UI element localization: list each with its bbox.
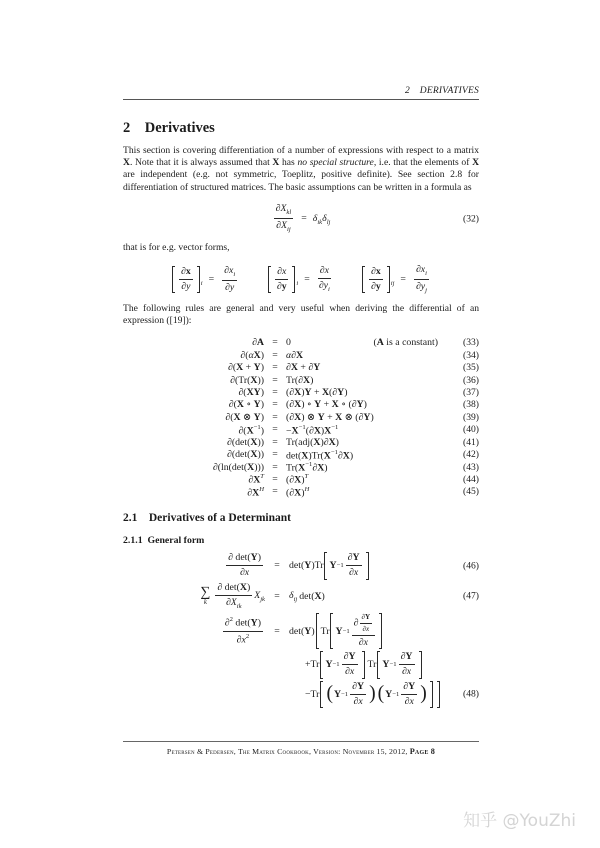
rule-lhs: ∂(X ∘ Y) xyxy=(228,399,264,411)
rule-row xyxy=(123,411,479,423)
subsubsection-heading: 2.1.1 General form xyxy=(123,535,205,547)
equation-48-line1 xyxy=(123,613,479,649)
rule-row xyxy=(123,473,479,485)
rule-row xyxy=(123,424,479,436)
equals-sign: = xyxy=(272,486,278,498)
equation-number: (33) xyxy=(463,337,479,349)
equation-lhs: ∂ det(Y) ∂x xyxy=(228,552,261,579)
rule-lhs: ∂A xyxy=(252,337,264,349)
determinant-equations xyxy=(123,552,479,708)
equation-number: (36) xyxy=(463,374,479,386)
vector-forms-row xyxy=(123,264,479,296)
rule-row xyxy=(123,399,479,411)
equation-number: (43) xyxy=(463,461,479,473)
equation-number: (46) xyxy=(463,560,479,572)
rule-rhs: 0 xyxy=(286,337,291,349)
rule-lhs: $\partial(X^{-1})$ xyxy=(238,423,264,436)
running-header-text: 2 DERIVATIVES xyxy=(404,86,479,96)
rule-rhs: (∂X)Y + X(∂Y) xyxy=(286,386,348,398)
equation-number: (34) xyxy=(463,349,479,361)
rule-lhs: ∂(det(X)) xyxy=(227,436,264,448)
equals-sign: = xyxy=(274,625,280,637)
equation-number: (39) xyxy=(463,411,479,423)
zhihu-watermark: 知乎 @YouZhi xyxy=(463,811,576,831)
vector-form-equation: ∂x ∂y $_i$ = $\frac{\partial x}{\partial y_i}$ xyxy=(267,265,333,295)
equals-sign: = xyxy=(272,436,278,448)
equation-rhs: $\delta_{ij}$ det( X ) xyxy=(289,589,325,603)
page-content xyxy=(123,0,479,710)
equation-rhs: det( Y )Tr Y −1 ∂Y ∂x xyxy=(289,552,479,579)
rule-rhs: $Tr(X^{-1}\partial X)$ xyxy=(286,460,328,474)
footer-page-number: Page 8 xyxy=(409,747,436,756)
equation-number: (41) xyxy=(463,436,479,448)
equation-rhs: +Tr Y −1 ∂Y ∂x Tr Y −1 ∂Y ∂x xyxy=(123,651,479,678)
equation-48-line3 xyxy=(123,681,479,708)
intro-paragraph: This section is covering differentiation of a number of expressions with respect to a matrix X. Note that it is always assumed that X has no special structure, i.e. that the elements of X are independent (e.g. not symmetric, Toeplitz, positive definite). See section 2.8 for differentiation of structured matrices. The basic assumptions can be written in a formula as xyxy=(123,145,480,193)
rule-row xyxy=(123,374,479,386)
rule-rhs: ∂X + ∂Y xyxy=(286,362,321,374)
equation-rhs: det( Y ) Tr Y −1 ∂ $\frac{\partial Y}{\partial x}$ ∂x xyxy=(289,613,479,649)
rule-row xyxy=(123,361,479,373)
equals-sign: = xyxy=(272,461,278,473)
equation-number: (37) xyxy=(463,386,479,398)
equation-46 xyxy=(123,552,479,579)
subsection-heading: 2.1 Derivatives of a Determinant xyxy=(123,512,291,525)
rule-lhs: ∂(αX) xyxy=(240,349,264,361)
rule-rhs: α∂X xyxy=(286,349,304,361)
rule-rhs: Tr(∂X) xyxy=(286,374,314,386)
equation-number: (42) xyxy=(463,449,479,461)
footer-citation: Petersen & Pedersen, The Matrix Cookbook, Version: November 15, 2012, xyxy=(166,747,410,756)
equals-sign: = xyxy=(272,399,278,411)
equation-32 xyxy=(123,203,479,235)
equation-number: (44) xyxy=(463,474,479,486)
vector-form-equation: ∂x ∂y $_{ij}$ = $\frac{\partial x_i}{\partial y_j}$ xyxy=(361,264,431,296)
equation-number: (47) xyxy=(463,590,479,602)
rule-lhs: ∂(det(X)) xyxy=(227,449,264,461)
equals-sign: = xyxy=(272,337,278,349)
equals-sign: = xyxy=(274,560,280,572)
running-header xyxy=(123,0,479,100)
equation-number: (38) xyxy=(463,399,479,411)
vector-form-equation: ∂x ∂y $_i$ = $\frac{\partial x_i}{\partial y}$ xyxy=(171,265,239,295)
rule-lhs: ∂(X + Y) xyxy=(228,362,264,374)
rule-lhs: ∂(Tr(X)) xyxy=(230,374,264,386)
equals-sign: = xyxy=(272,349,278,361)
header-rule xyxy=(123,99,479,100)
rule-row xyxy=(123,461,479,473)
section-heading: 2 Derivatives xyxy=(123,120,215,136)
rule-rhs: Tr(adj(X)∂X) xyxy=(286,436,339,448)
equation-rhs: −Tr ( Y −1 ∂Y ∂x ) ( Y −1 ∂Y ∂x ) xyxy=(123,681,479,708)
rule-lhs: $\partial X^T$ xyxy=(248,473,264,486)
rule-rhs: (∂X) ⊗ Y + X ⊗ (∂Y) xyxy=(286,411,374,423)
equals-sign: = xyxy=(272,362,278,374)
rule-rhs: $\det(X)Tr(X^{-1}\partial X)$ xyxy=(286,448,354,461)
equation-lhs: ∂$^2$ det(Y) $\partial x^2$ xyxy=(224,616,261,645)
equals-sign: = xyxy=(272,449,278,461)
rule-lhs: ∂(X ⊗ Y) xyxy=(225,411,264,423)
equation-47 xyxy=(123,582,479,612)
equation-number: (35) xyxy=(463,362,479,374)
rules-intro: The following rules are general and very useful when deriving the differential of an expression ([19]): xyxy=(123,303,479,327)
rule-rhs: $(\partial X)^T$ xyxy=(286,473,309,486)
equation-number: (40) xyxy=(463,424,479,436)
equation-number: (48) xyxy=(463,688,479,700)
equals-sign: = xyxy=(274,590,280,602)
equals-sign: = xyxy=(272,374,278,386)
page-footer xyxy=(123,741,479,756)
rule-lhs: $\partial X^H$ xyxy=(247,485,264,499)
equals-sign: = xyxy=(272,474,278,486)
rule-note: (A is a constant) xyxy=(373,337,438,349)
rule-row xyxy=(123,349,479,361)
equation-lhs: ∑ k ∂ det(X) $\partial X_{ik}$ $X_{jk}$ xyxy=(200,581,265,610)
rule-row xyxy=(123,486,479,498)
rule-lhs: ∂(ln(det(X))) xyxy=(212,461,264,473)
vector-forms-intro: that is for e.g. vector forms, xyxy=(123,242,230,254)
differential-rules-list xyxy=(123,336,479,498)
equals-sign: = xyxy=(272,424,278,436)
equals-sign: = xyxy=(272,386,278,398)
rule-rhs: (∂X) ∘ Y + X ∘ (∂Y) xyxy=(286,399,367,411)
rule-row xyxy=(123,386,479,398)
equals-sign: = xyxy=(272,411,278,423)
rule-row xyxy=(123,336,479,348)
equation-number: (45) xyxy=(463,486,479,498)
rule-rhs: $(\partial X)^H$ xyxy=(286,485,310,499)
rule-row xyxy=(123,448,479,460)
rule-lhs: ∂(XY) xyxy=(238,386,264,398)
rule-row xyxy=(123,436,479,448)
equation-32-body: $\partial X_{kl}$ $\partial X_{ij}$ = $\delta_{ik}\delta_{lj}$ xyxy=(275,202,331,234)
equation-number: (32) xyxy=(463,213,479,225)
rule-rhs: $-X^{-1}(\partial X)X^{-1}$ xyxy=(286,423,339,436)
equation-48-line2 xyxy=(123,651,479,678)
